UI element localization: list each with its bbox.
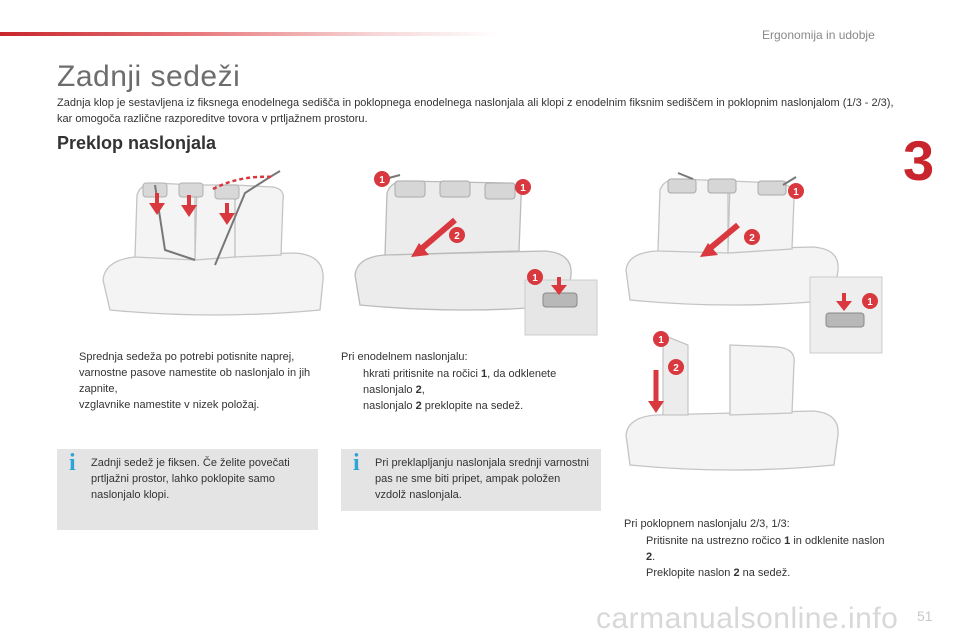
step-lead: Pri enodelnem naslonjalu: [341, 351, 468, 363]
section-title: Ergonomija in udobje [762, 28, 875, 42]
svg-text:2: 2 [673, 363, 679, 374]
info-icon: i [69, 450, 76, 476]
step-list [341, 366, 591, 414]
info-icon: i [353, 450, 360, 476]
column-3-steps [624, 516, 894, 581]
figure-bench-prepare [95, 165, 330, 325]
list-item: varnostne pasove namestite ob naslonjalo in jih zapnite, [79, 367, 311, 395]
callout-2-badge [668, 359, 684, 375]
svg-text:1: 1 [379, 175, 385, 186]
list-item: Sprednja sedeža po potrebi potisnite naprej, [79, 351, 295, 363]
list-item: Preklopite naslon 2 na sedež. [646, 567, 791, 579]
list-item: naslonjalo 2 preklopite na sedež. [363, 400, 524, 412]
page-number: 51 [917, 608, 933, 624]
callout-1-badge [515, 179, 531, 195]
list-item: hkrati pritisnite na ročici 1, da odklenete naslonjalo 2, [363, 368, 557, 396]
callout-1-badge [374, 171, 390, 187]
figure-single-backrest [345, 165, 600, 340]
step-list [57, 349, 322, 413]
watermark: carmanualsonline.info [596, 602, 899, 635]
column-1-steps [57, 349, 322, 413]
callout-1-badge [862, 293, 878, 309]
callout-1-badge [527, 269, 543, 285]
svg-text:1: 1 [658, 335, 664, 346]
info-box-center-belt [341, 449, 601, 511]
callout-2-badge [449, 227, 465, 243]
intro-paragraph: Zadnja klop je sestavljena iz fiksnega enodelnega sedišča in poklopnega enodelnega naslonjala ali klopi z enodelnim fiksnim sediščem in poklopnim naslonjalom (1/3 - 2/3), kar omogoča različne razporeditve tovora v prtljažnem prostoru. [57, 97, 894, 125]
chapter-number: 3 [903, 129, 935, 192]
svg-text:1: 1 [793, 187, 799, 198]
list-item: Pritisnite na ustrezno ročico 1 in odklenite naslon 2. [646, 535, 885, 563]
step-list [624, 533, 894, 581]
svg-text:1: 1 [532, 273, 538, 284]
callout-2-badge [744, 229, 760, 245]
svg-text:2: 2 [749, 233, 755, 244]
subheading: Preklop naslonjala [57, 133, 217, 153]
callout-1-badge [653, 331, 669, 347]
list-item: vzglavnike namestite v nizek položaj. [79, 399, 260, 411]
svg-text:2: 2 [454, 231, 460, 242]
header-accent-bar [0, 32, 500, 36]
step-lead: Pri poklopnem naslonjalu 2/3, 1/3: [624, 518, 790, 530]
svg-text:1: 1 [867, 297, 873, 308]
figure-split-backrest [618, 165, 888, 515]
info-text: Pri preklapljanju naslonjala srednji varnostni pas ne sme biti pripet, ampak položen vzdolž naslonjala. [375, 457, 590, 501]
svg-text:1: 1 [520, 183, 526, 194]
column-2-steps [341, 349, 591, 414]
page-title: Zadnji sedeži [57, 60, 241, 93]
info-box-fixed-seat [57, 449, 318, 530]
callout-1-badge [788, 183, 804, 199]
info-text: Zadnji sedež je fiksen. Če želite povečati prtljažni prostor, lahko poklopite samo naslonjalo klopi. [91, 457, 290, 501]
